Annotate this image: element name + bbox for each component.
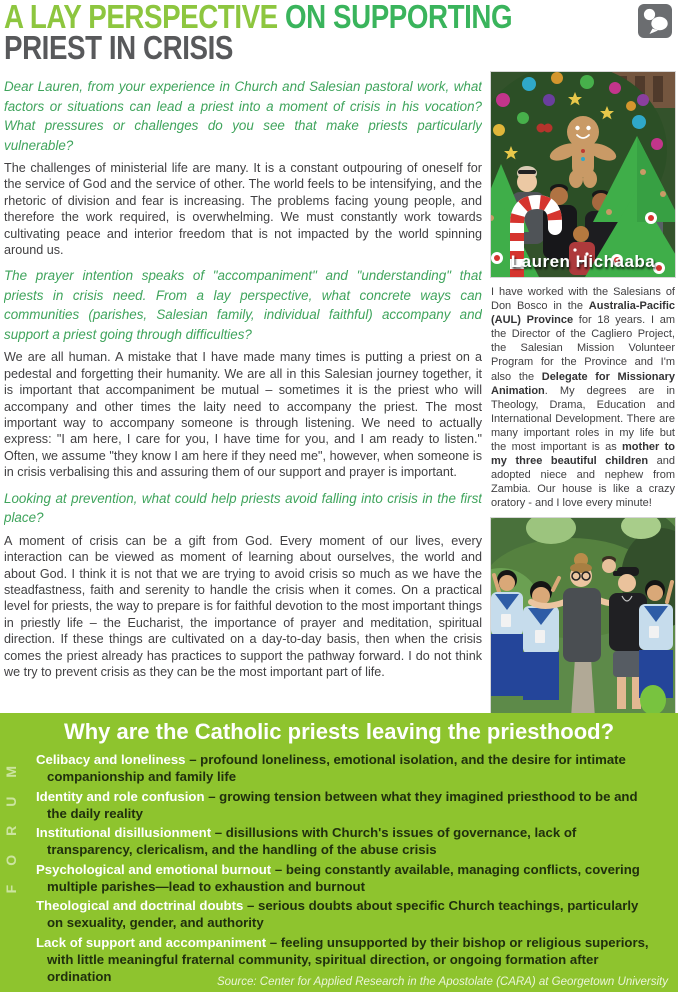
interview-answer: A moment of crisis can be a gift from God. Every moment of our lives, every interaction can be viewed as moment of learning about ourselves, the world and about God. I think it is not that we are trying to avoid crisis so much as we have the steadfastness, faith and serenity to handle the crisis when it comes. On a practical level for priests, the way to prepare is for faithful devotion to the most important things in priestly life – the Eucharist, the importance of prayer and meditation, spiritual direction. If these things are cultivated on a day-to-day basis, then when the crisis comes the priest already has practices to support the pathway forward. I do not think we try to prevent crisis as they can be the most important part of life.	[4, 533, 482, 679]
bio-segment: . My degrees are in Theology, Drama, Education and International Development. There are many important roles in my life but the most important is as	[491, 384, 675, 454]
bio-segment: for 18 years. I am the Director of the Cagliero Project, the Salesian Mission Volunteer Program for the Province and I'm also the	[491, 314, 675, 383]
forum-item-description: – serious doubts about specific Church teachings, particularly on sexuality, gender, and authority	[47, 898, 639, 930]
speech-bubbles-icon	[638, 4, 672, 38]
photo-christmas-family	[490, 71, 676, 278]
bio-bold-segment: mother to my three beautiful children	[491, 441, 675, 468]
interview-question: The prayer intention speaks of "accompaniment" and "understanding" that priests in crisis need. From a lay perspective, what concrete ways can communities (parishes, Salesian family, individual faithful) accompany and support a priest going through difficulties?	[4, 268, 482, 342]
forum-item-label: Institutional disillusionment	[36, 825, 212, 840]
page-header	[0, 0, 678, 69]
title-line-1	[4, 0, 513, 35]
content-columns	[0, 69, 678, 719]
forum-item	[36, 751, 654, 785]
forum-item-description: – being constantly available, managing conflicts, covering multiple parishes—lead to exhaustion and burnout	[47, 861, 640, 894]
interview-answer: The challenges of ministerial life are many. It is a constant outpouring of oneself for the service of God and the service of other. The world feels to be intensifying, and the rhetoric of division and fear is increasing. The problems facing young people, and therefore the work required, is overwhelming. We must constantly work towards cultivating peace and interior freedom that is not impacted by the world spinning around us.	[4, 161, 482, 258]
forum-item	[36, 788, 654, 822]
forum-item-description: – feeling unsupported by their bishop or religious superiors, with little meaningful fraternal community, spiritual direction, or ongoing formation after ordination	[47, 934, 649, 984]
title-line-2: PRIEST IN CRISIS	[4, 29, 233, 66]
forum-item-label: Identity and role confusion	[36, 788, 205, 804]
forum-item	[36, 824, 654, 858]
page-title	[4, 0, 678, 66]
forum-item-label: Psychological and emotional burnout	[36, 861, 272, 877]
forum-item-label: Celibacy and loneliness	[36, 752, 186, 767]
forum-item-description: – profound loneliness, emotional isolation, and the desire for intimate companionship and family life	[47, 752, 626, 784]
source-attribution: Source: Center for Applied Research in the Apostolate (CARA) at Georgetown University	[216, 976, 668, 988]
interview-answer: We are all human. A mistake that I have made many times is putting a priest on a pedestal and forgetting their humanity. We are all in this Salesian journey together, it is important that accompaniment be mutual – sometimes it is the priest who will accompany and other times the laity need to accompany the priest. The most important way to accompany someone is through listening. We need to actually express: "I am here, I care for you, I have time for you, and I am ready to listen." Often, we assume "they know I am here if they need me", however, when someone is in crisis verbalising this and assuring them of our support and prayer is important.	[4, 350, 482, 480]
forum-item-description: – growing tension between what they imagined priesthood to be and the daily reality	[47, 788, 638, 821]
forum-item-label: Theological and doctrinal doubts	[36, 898, 244, 913]
forum-heading: Why are the Catholic priests leaving the priesthood?	[63, 719, 615, 744]
photo-caption: Lauren Hichaaba	[510, 252, 656, 271]
title-part-1: A LAY PERSPECTIVE	[4, 0, 278, 35]
volunteer-teen-behind	[602, 556, 616, 573]
interview-column	[4, 71, 482, 687]
bio-segment: I have worked with the Salesians of Don Bosco in the	[491, 286, 675, 313]
bio-bold-segment: Australia-Pacific (AUL) Province	[491, 300, 675, 327]
forum-item-label: Lack of support and accompaniment	[36, 934, 267, 950]
interview-question: Dear Lauren, from your experience in Church and Salesian pastoral work, what factors or situations can lead a priest into a moment of crisis in his vocation? What pressures or challenges do you see that make priests particularly vulnerable?	[4, 79, 482, 153]
green-bag	[640, 685, 666, 715]
photo-volunteers-group	[490, 517, 676, 719]
title-part-2: ON SUPPORTING	[277, 0, 513, 35]
forum-item	[36, 897, 654, 931]
sidebar	[490, 71, 676, 719]
forum-panel	[0, 713, 678, 992]
volunteers-photo-illustration	[491, 518, 675, 718]
forum-list	[0, 749, 678, 985]
bio-bold-segment: Delegate for Missionary Animation	[491, 370, 675, 397]
christmas-photo-illustration	[491, 72, 675, 277]
bio-segment: and adopted niece and nephew from Zambia. Our house is like a crazy oratory - and I love every minute!	[491, 455, 675, 510]
forum-vertical-label: FORUM	[3, 747, 19, 894]
bio-text	[491, 285, 675, 511]
interview-question: Looking at prevention, what could help priests avoid falling into crisis in the first place?	[4, 490, 482, 526]
forum-item-description: – disillusions with Church's issues of governance, lack of transparency, clericalism, and the handling of the abuse crisis	[47, 825, 577, 857]
forum-item	[36, 861, 654, 895]
